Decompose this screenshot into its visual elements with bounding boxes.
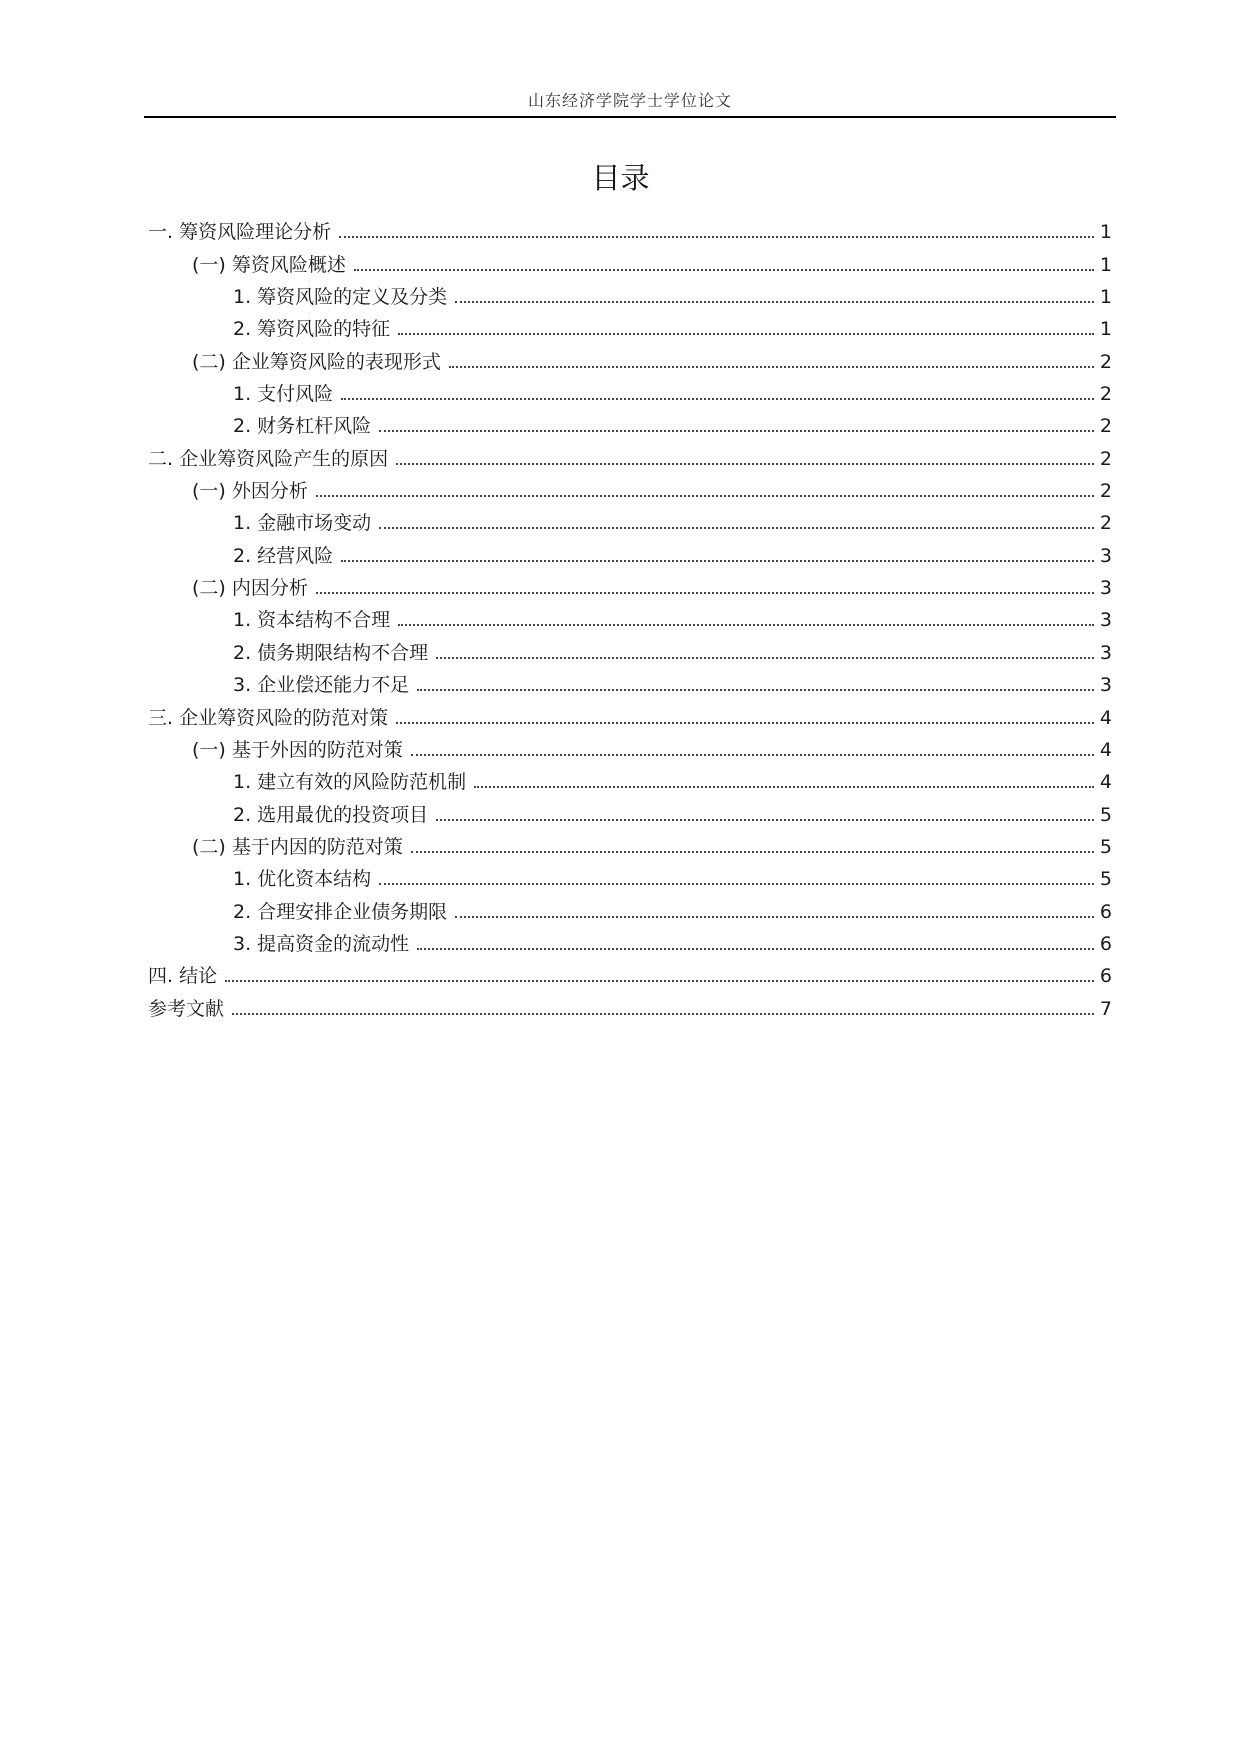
toc-entry[interactable]	[144, 989, 1116, 1021]
toc-entry-label: 二. 企业筹资风险产生的原因	[148, 447, 389, 470]
dot-leader	[455, 300, 1094, 303]
toc-entry-page-number: 3	[1099, 641, 1112, 664]
dot-leader	[379, 429, 1094, 432]
toc-entry-page-number: 2	[1099, 350, 1112, 373]
toc-entry[interactable]	[144, 375, 1116, 407]
toc-entry[interactable]	[144, 698, 1116, 730]
toc-entry-page-number: 3	[1099, 577, 1112, 600]
dot-leader	[339, 235, 1094, 238]
toc-entry[interactable]	[144, 892, 1116, 924]
toc-entry-label: 四. 结论	[148, 965, 218, 988]
dot-leader	[354, 268, 1094, 271]
toc-entry-page-number: 2	[1099, 383, 1112, 406]
toc-entry[interactable]	[144, 213, 1116, 245]
toc-entry[interactable]	[144, 666, 1116, 698]
toc-entry-page-number: 1	[1099, 318, 1112, 341]
dot-leader	[455, 915, 1094, 918]
toc-entry[interactable]	[144, 763, 1116, 795]
toc-entry-label: 2. 筹资风险的特征	[233, 318, 391, 341]
dot-leader	[341, 397, 1094, 400]
toc-entry-label: (一) 外因分析	[192, 480, 308, 503]
toc-entry-label: 2. 债务期限结构不合理	[233, 641, 429, 664]
dot-leader	[436, 818, 1094, 821]
toc-entry[interactable]	[144, 342, 1116, 374]
toc-entry[interactable]	[144, 731, 1116, 763]
dot-leader	[316, 494, 1094, 497]
toc-entry-label: 1. 优化资本结构	[233, 868, 372, 891]
toc-entry-label: 1. 金融市场变动	[233, 512, 372, 535]
page-title: 目录	[591, 161, 650, 195]
dot-leader	[232, 1012, 1094, 1015]
dot-leader	[411, 753, 1094, 756]
dot-leader	[436, 656, 1094, 659]
toc-entry-label: 三. 企业筹资风险的防范对策	[148, 706, 389, 729]
toc-entry-label: 2. 合理安排企业债务期限	[233, 900, 448, 923]
dot-leader	[396, 462, 1094, 465]
toc-entry-page-number: 3	[1099, 674, 1112, 697]
dot-leader	[225, 979, 1094, 982]
toc-entry-label: (二) 内因分析	[192, 577, 308, 600]
toc-entry-page-number: 6	[1099, 932, 1112, 955]
toc-entry[interactable]	[144, 795, 1116, 827]
toc-entry-label: 3. 企业偿还能力不足	[233, 674, 410, 697]
toc-entry[interactable]	[144, 957, 1116, 989]
toc-entry-label: 1. 建立有效的风险防范机制	[233, 771, 467, 794]
dot-leader	[396, 721, 1094, 724]
toc-entry[interactable]	[144, 828, 1116, 860]
dot-leader	[474, 785, 1094, 788]
toc-entry[interactable]	[144, 439, 1116, 471]
toc-entry-label: 一. 筹资风险理论分析	[148, 221, 332, 244]
toc-entry-page-number: 2	[1099, 480, 1112, 503]
toc-entry-page-number: 5	[1099, 835, 1112, 858]
toc-entry-label: 1. 支付风险	[233, 383, 334, 406]
toc-entry-page-number: 1	[1099, 221, 1112, 244]
dot-leader	[341, 559, 1094, 562]
toc-entry-page-number: 2	[1099, 447, 1112, 470]
toc-entry[interactable]	[144, 633, 1116, 665]
toc-entry-label: 1. 资本结构不合理	[233, 609, 391, 632]
page-header-text: 山东经济学院学士学位论文	[527, 91, 732, 110]
dot-leader	[398, 623, 1094, 626]
toc-entry-label: (二) 企业筹资风险的表现形式	[192, 350, 441, 373]
toc-entry-label: (一) 筹资风险概述	[192, 253, 346, 276]
dot-leader	[398, 332, 1094, 335]
dot-leader	[417, 688, 1094, 691]
toc-entry-label: 1. 筹资风险的定义及分类	[233, 286, 448, 309]
dot-leader	[411, 850, 1094, 853]
toc-entry-label: 参考文献	[148, 997, 225, 1020]
toc-entry-label: 2. 选用最优的投资项目	[233, 803, 429, 826]
toc-entry[interactable]	[144, 601, 1116, 633]
toc-entry-page-number: 5	[1099, 868, 1112, 891]
toc-entry[interactable]	[144, 310, 1116, 342]
dot-leader	[417, 947, 1094, 950]
toc-entry-label: 2. 财务杠杆风险	[233, 415, 372, 438]
toc-entry-page-number: 1	[1099, 253, 1112, 276]
dot-leader	[449, 365, 1094, 368]
toc-entry-page-number: 4	[1099, 706, 1112, 729]
toc-entry[interactable]	[144, 278, 1116, 310]
toc-entry[interactable]	[144, 860, 1116, 892]
toc-entry-label: (一) 基于外因的防范对策	[192, 738, 403, 761]
toc-entry[interactable]	[144, 569, 1116, 601]
toc-entry-label: (二) 基于内因的防范对策	[192, 835, 403, 858]
toc-entry[interactable]	[144, 925, 1116, 957]
dot-leader	[316, 591, 1094, 594]
toc-entry[interactable]	[144, 407, 1116, 439]
toc-entry[interactable]	[144, 245, 1116, 277]
toc-entry-page-number: 5	[1099, 803, 1112, 826]
toc-entry-page-number: 3	[1099, 544, 1112, 567]
page-header	[144, 86, 1116, 118]
dot-leader	[379, 882, 1094, 885]
toc-entry-page-number: 3	[1099, 609, 1112, 632]
toc-entry[interactable]	[144, 504, 1116, 536]
table-of-contents	[144, 213, 1116, 1022]
toc-entry-label: 2. 经营风险	[233, 544, 334, 567]
toc-entry-page-number: 4	[1099, 738, 1112, 761]
dot-leader	[379, 526, 1094, 529]
toc-entry[interactable]	[144, 536, 1116, 568]
toc-entry-page-number: 7	[1099, 997, 1112, 1020]
toc-entry-page-number: 2	[1099, 512, 1112, 535]
toc-entry[interactable]	[144, 472, 1116, 504]
toc-entry-page-number: 6	[1099, 900, 1112, 923]
toc-entry-page-number: 6	[1099, 965, 1112, 988]
toc-entry-page-number: 1	[1099, 286, 1112, 309]
toc-entry-label: 3. 提高资金的流动性	[233, 932, 410, 955]
toc-entry-page-number: 4	[1099, 771, 1112, 794]
toc-entry-page-number: 2	[1099, 415, 1112, 438]
